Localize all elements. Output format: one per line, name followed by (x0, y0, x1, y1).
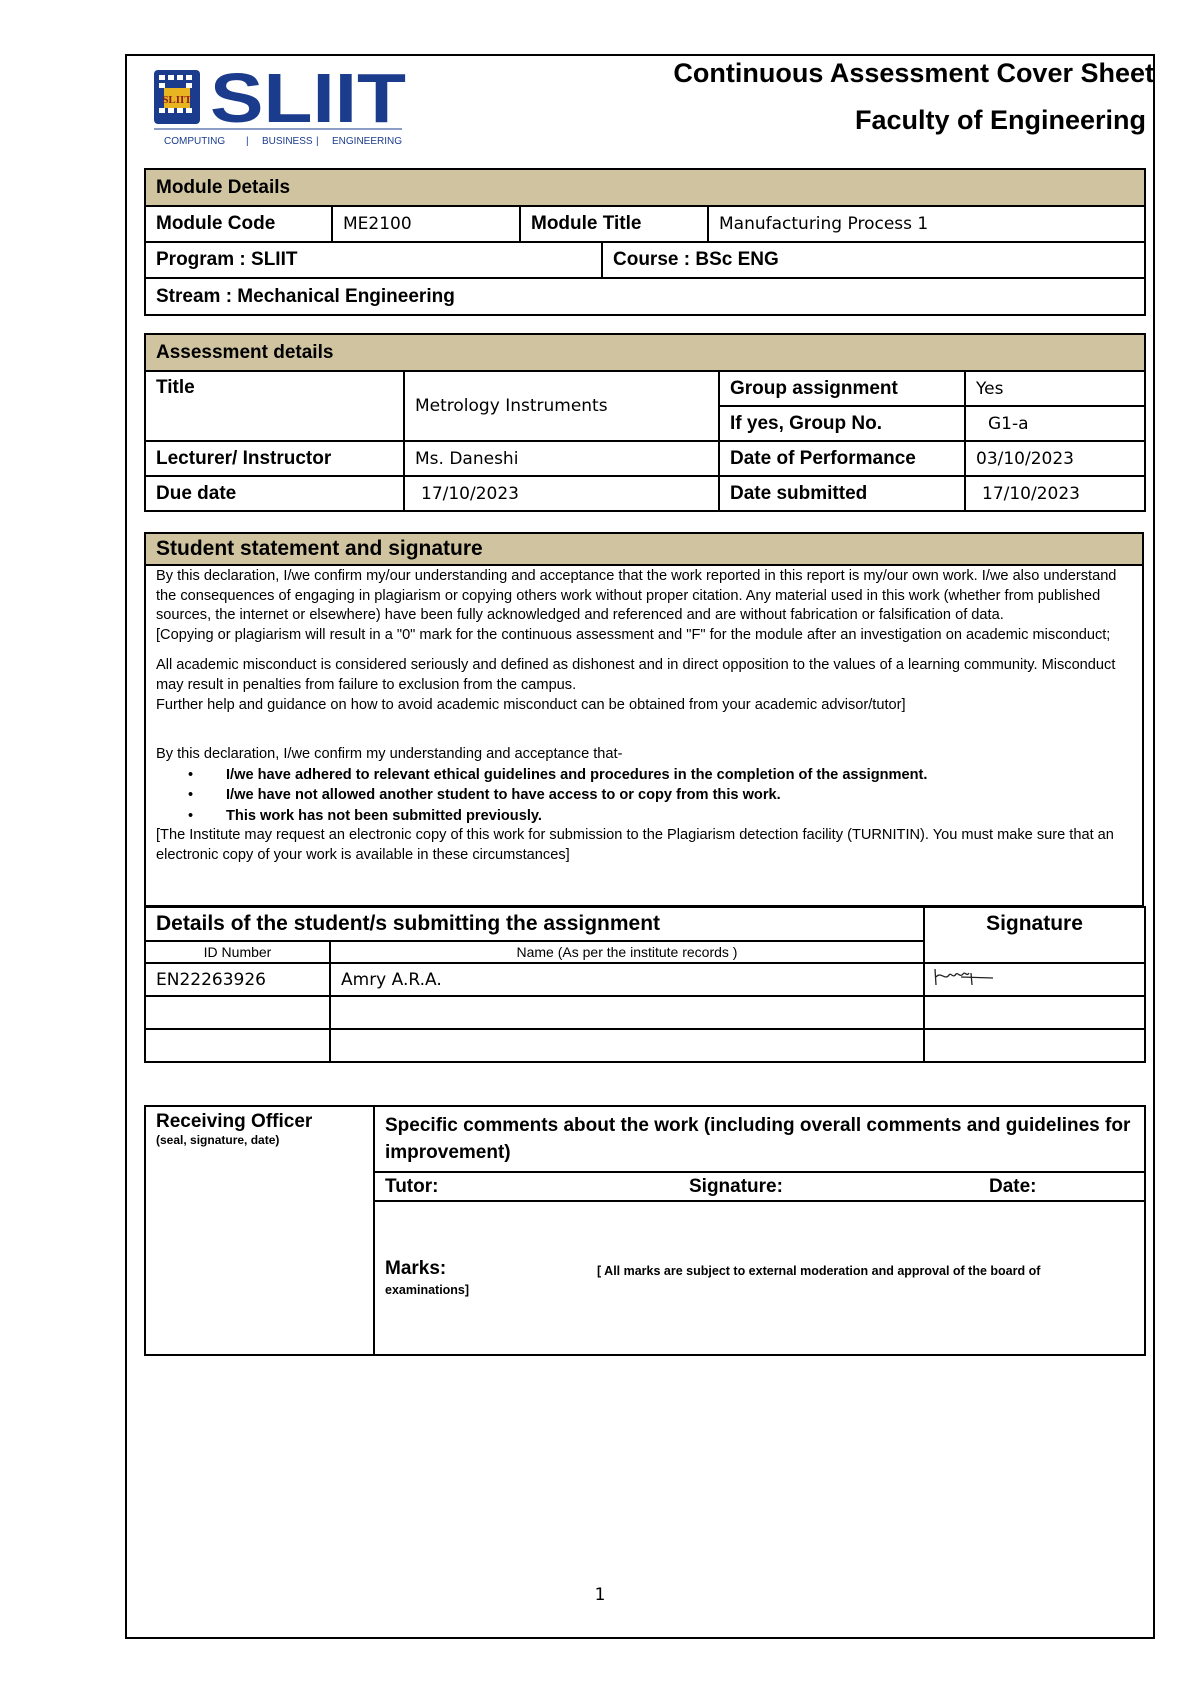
sliit-crest-icon (152, 66, 412, 158)
marks-label: Marks: (385, 1258, 447, 1279)
tutor-label: Tutor: (385, 1175, 439, 1197)
name-header: Name (As per the institute records ) (330, 941, 924, 963)
lecturer-label: Lecturer/ Instructor (145, 441, 404, 476)
group-assignment-label: Group assignment (719, 371, 965, 406)
id-number-header: ID Number (145, 941, 330, 963)
assessment-details-heading: Assessment details (145, 334, 1145, 371)
logo-tag-engineering: ENGINEERING (332, 136, 403, 147)
student-signature (924, 996, 1145, 1029)
student-signature (924, 1029, 1145, 1062)
student-signature (924, 963, 1145, 996)
student-details-heading: Details of the student/s submitting the assignment (145, 907, 924, 941)
receiving-officer-cell (145, 1106, 374, 1355)
statement-guidance: Further help and guidance on how to avoid academic misconduct can be obtained from your academic advisor/tutor] (156, 696, 906, 713)
group-no-label: If yes, Group No. (719, 406, 965, 441)
statement-declaration: By this declaration, I/we confirm my/our understanding and acceptance that the work reported in this report is my/our own work. I/we also understand the consequences of engaging in plagiarism or copying others work without proper citation. Any material used in this work (whether from published sources, the internet or elsewhere) have been fully acknowledged and referenced and are without fabrication or falsification of data. (156, 568, 1117, 624)
student-id: EN22263926 (145, 963, 330, 996)
date-submitted-value: 17/10/2023 (965, 476, 1145, 511)
page-number: 1 (594, 1585, 606, 1605)
statement-turnitin: [The Institute may request an electronic copy of this work for submission to the Plagiarism detection facility (TURNITIN). You must make sure that an electronic copy of your work is available in these circumstances] (156, 827, 1114, 863)
date-of-performance-label: Date of Performance (719, 441, 965, 476)
statement-bullet-list (156, 765, 1132, 827)
table-row (145, 1029, 1145, 1062)
date-label: Date: (989, 1176, 1037, 1197)
signature-heading: Signature (924, 907, 1145, 963)
svg-text:|: | (316, 136, 319, 147)
statement-misconduct: All academic misconduct is considered seriously and defined as dishonest and in direct opposition to the values of a learning community. Misconduct may result in penalties from failure to exclusion from the campus. (156, 657, 1116, 693)
tutor-row (374, 1172, 1145, 1201)
sliit-logo (152, 66, 412, 158)
logo-wordmark: SLIIT (210, 66, 406, 137)
student-name (330, 1029, 924, 1062)
statement-copying-warning: [Copying or plagiarism will result in a "0" mark for the continuous assessment and "F" for the module after an investigation on academic misconduct; (156, 626, 1111, 643)
handwritten-signature-icon (931, 965, 1001, 989)
table-row (145, 963, 1145, 996)
program-field: Program : SLIIT (145, 242, 602, 278)
group-assignment-value: Yes (965, 371, 1145, 406)
list-item: • This work has not been submitted previously. (226, 806, 1132, 827)
faculty-title: Faculty of Engineering (854, 105, 1146, 135)
student-name: Amry A.R.A. (330, 963, 924, 996)
assessment-title-label: Title (145, 371, 404, 441)
module-code-label: Module Code (145, 206, 332, 242)
marks-note: [ All marks are subject to external moderation and approval of the board of examinations] (385, 1264, 1041, 1297)
statement-heading: Student statement and signature (145, 533, 1143, 565)
module-details-heading: Module Details (145, 169, 1145, 206)
module-title-value: Manufacturing Process 1 (708, 206, 1145, 242)
receiving-officer-note: (seal, signature, date) (156, 1133, 280, 1147)
page-title: Continuous Assessment Cover Sheet (673, 58, 1154, 88)
signature-label: Signature: (689, 1176, 783, 1197)
marks-cell (374, 1201, 1145, 1355)
svg-text:|: | (246, 136, 249, 147)
date-of-performance-value: 03/10/2023 (965, 441, 1145, 476)
course-field: Course : BSc ENG (602, 242, 1145, 278)
assessment-title-value: Metrology Instruments (404, 371, 719, 441)
module-title-label: Module Title (520, 206, 708, 242)
list-item: • I/we have adhered to relevant ethical guidelines and procedures in the completion of the assignment. (226, 765, 1132, 786)
receiving-officer-label: Receiving Officer (156, 1111, 313, 1132)
statement-heading-table (144, 532, 1144, 566)
statement-acceptance: By this declaration, I/we confirm my understanding and acceptance that- (156, 746, 623, 763)
crest-text: SLIIT (162, 94, 192, 106)
receiving-officer-table (144, 1105, 1146, 1356)
logo-tag-computing: COMPUTING (164, 136, 226, 147)
group-no-value: G1-a (965, 406, 1145, 441)
comments-heading: Specific comments about the work (including overall comments and guidelines for improvement) (374, 1106, 1145, 1172)
due-date-value: 17/10/2023 (404, 476, 719, 511)
date-submitted-label: Date submitted (719, 476, 965, 511)
stream-field: Stream : Mechanical Engineering (145, 278, 1145, 315)
student-name (330, 996, 924, 1029)
student-statement (144, 564, 1144, 907)
logo-tag-business: BUSINESS (262, 136, 313, 147)
due-date-label: Due date (145, 476, 404, 511)
table-row (145, 996, 1145, 1029)
module-code-value: ME2100 (332, 206, 520, 242)
student-id (145, 1029, 330, 1062)
list-item: • I/we have not allowed another student to have access to or copy from this work. (226, 785, 1132, 806)
student-details-table (144, 906, 1146, 1063)
student-id (145, 996, 330, 1029)
assessment-details-table (144, 333, 1146, 512)
module-details-table (144, 168, 1146, 316)
lecturer-value: Ms. Daneshi (404, 441, 719, 476)
